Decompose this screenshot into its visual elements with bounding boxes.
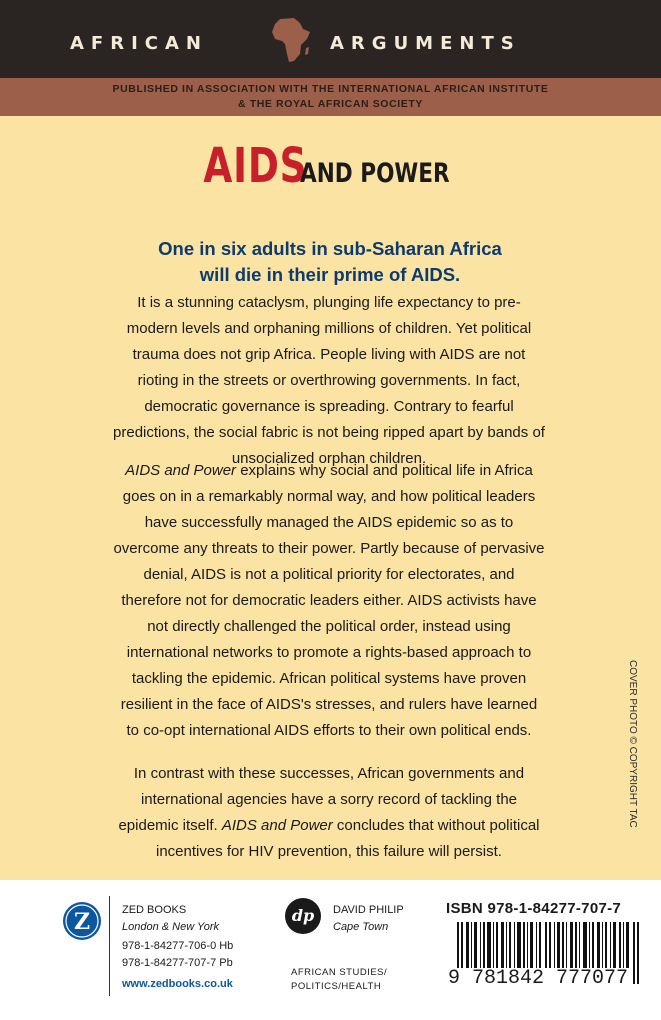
divider: [109, 896, 110, 996]
paragraph-3-start: In contrast with these successes, African governments and international agencies have a sorry record of tackling the epidemic itself.: [118, 765, 525, 834]
lead-statement: [60, 236, 600, 288]
blurb-paragraph-2: [113, 458, 545, 744]
blurb-paragraph-1: It is a stunning cataclysm, plunging life expectancy to pre-modern levels and orphaning millions of children. Yet political trauma does not grip Africa. People living with AIDS are not rioting in the streets or overthrowing governments. In fact, democratic governance is spreading. Contrary to fearful predictions, the social fabric is not being ripped apart by bands of unsocialized orphan children.: [113, 294, 545, 467]
series-header: [0, 0, 661, 78]
copublisher-city: Cape Town: [333, 921, 389, 933]
africa-map-icon: [270, 16, 312, 64]
association-banner: [0, 78, 661, 116]
publisher-website[interactable]: www.zedbooks.co.uk: [122, 978, 233, 990]
subject-category-2: POLITICS/HEALTH: [291, 981, 382, 992]
zed-logo-letter: Z: [73, 909, 91, 935]
paragraph-2-text: explains why social and political life in Africa goes on in a remarkably normal way, and how political leaders have successfully managed the AIDS epidemic so as to overcome any threats to their power. Partly because of pervasive denial, AIDS is not a political priority for electorates, and therefore not for democratic leaders either. AIDS activists have not directly challenged the political order, instead using international networks to promote a rights-based approach to tackling the epidemic. African political systems have proven resilient in the face of AIDS's stresses, and rulers have learned to co-opt international AIDS efforts to their own political ends.: [113, 462, 545, 739]
association-line-1: PUBLISHED IN ASSOCIATION WITH THE INTERNATIONAL AFRICAN INSTITUTE: [112, 83, 549, 95]
lead-line-1: One in six adults in sub-Saharan Africa: [158, 238, 502, 259]
paragraph-3-end: concludes that without political incentives for HIV prevention, this failure will persist.: [156, 817, 540, 860]
cover-photo-credit: [627, 660, 648, 828]
credit-text: COVER PHOTO © COPYRIGHT TAC: [627, 660, 638, 828]
isbn-label: ISBN 978-1-84277-707-7: [446, 900, 622, 917]
publisher-name: ZED BOOKS: [122, 904, 187, 916]
series-name-right: ARGUMENTS: [330, 33, 521, 54]
book-title-italic: AIDS and Power: [221, 817, 333, 834]
blurb-paragraph-3: [113, 761, 545, 865]
zed-logo-icon: [63, 902, 101, 940]
subject-category-1: AFRICAN STUDIES/: [291, 967, 388, 978]
publisher-cities: London & New York: [122, 921, 220, 933]
book-title: [0, 138, 661, 194]
association-line-2: & THE ROYAL AFRICAN SOCIETY: [238, 98, 423, 110]
lead-line-2: will die in their prime of AIDS.: [199, 264, 461, 285]
book-title-italic: AIDS and Power: [125, 462, 237, 479]
series-name-left: AFRICAN: [70, 33, 208, 54]
copublisher-name: DAVID PHILIP: [333, 904, 404, 916]
title-and-power: AND POWER: [299, 158, 450, 189]
title-aids: AIDS: [203, 138, 308, 194]
barcode-number: 9 781842 777077: [448, 967, 629, 990]
isbn-paperback: 978-1-84277-707-7 Pb: [122, 957, 233, 969]
david-philip-logo-icon: dp: [285, 898, 321, 934]
isbn-hardback: 978-1-84277-706-0 Hb: [122, 940, 234, 952]
